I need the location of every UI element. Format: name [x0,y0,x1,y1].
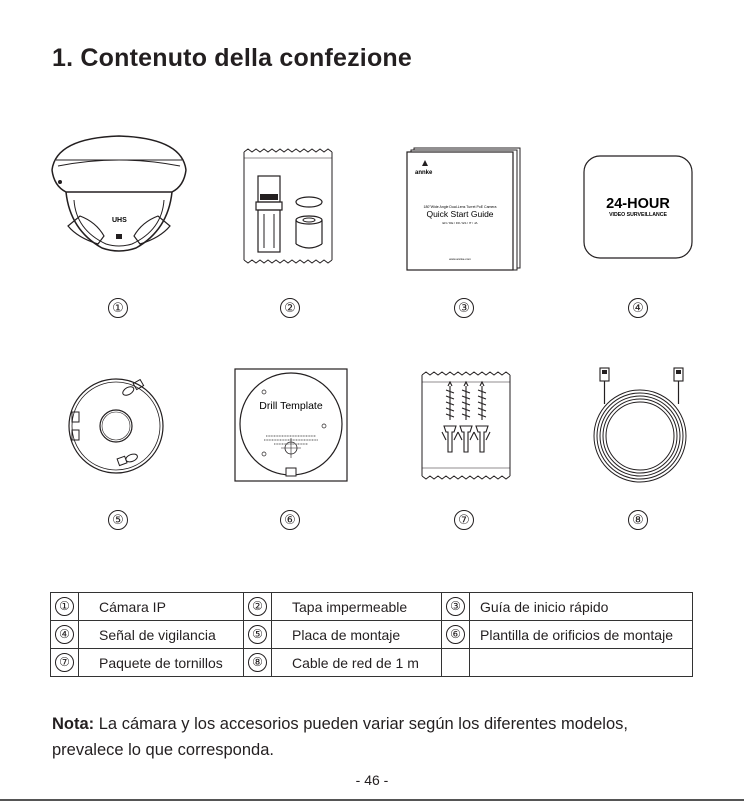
item-number: ⑦ [55,653,74,672]
package-contents-table [50,592,693,677]
guide-subtitle: 180°Wide Angle Dual-Lens Turret PoE Camera [423,205,497,209]
item-label: Tapa impermeable [272,593,442,621]
item-label: Cámara IP [79,593,244,621]
item-label: Cable de red de 1 m [272,649,442,677]
item-label: Guía de inicio rápido [470,593,693,621]
screw-package-illustration [420,370,514,482]
footer-divider [0,799,744,801]
waterproof-cap-illustration [242,148,336,264]
note-paragraph [52,711,692,763]
item-number: ④ [55,625,74,644]
camera-logo: UHS [112,217,127,224]
guide-title: Quick Start Guide [426,209,494,219]
table-row [51,621,693,649]
network-cable-illustration [584,364,696,484]
item-number: ② [248,597,267,616]
figure-number-7: ⑦ [454,510,474,530]
figure-number-1: ① [108,298,128,318]
mounting-plate-illustration [66,376,170,476]
drill-template-label: Drill Template [259,400,323,412]
page-title: 1. Contenuto della confezione [52,44,412,72]
guide-languages: EN / DE / FR / ES / IT / JA [442,221,478,225]
note-label: Nota: [52,715,95,733]
item-label: Plantilla de orificios de montaje [470,621,693,649]
figure-number-5: ⑤ [108,510,128,530]
guide-brand: annke [415,170,433,176]
item-label: Paquete de tornillos [79,649,244,677]
figure-number-4: ④ [628,298,648,318]
table-row [51,649,693,677]
drill-template-illustration [234,368,348,482]
figure-number-3: ③ [454,298,474,318]
item-number: ⑥ [446,625,465,644]
item-number: ⑤ [248,625,267,644]
note-text: La cámara y los accesorios pueden variar según los diferentes modelos, prevalece lo que corresponda. [52,715,628,759]
surveillance-sign-illustration [582,154,694,260]
sign-text-sub: VIDEO SURVEILLANCE [609,212,667,218]
figure-number-8: ⑧ [628,510,648,530]
item-label: Señal de vigilancia [79,621,244,649]
quick-start-guide-illustration [404,144,526,272]
table-row [51,593,693,621]
sign-text-main: 24-HOUR [606,196,670,212]
ip-camera-illustration [46,130,192,262]
empty-cell [470,649,693,677]
empty-cell [442,649,470,677]
figure-number-2: ② [280,298,300,318]
item-number: ① [55,597,74,616]
guide-url: www.annke.com [449,257,471,261]
page-number: - 46 - [355,772,389,788]
figure-number-6: ⑥ [280,510,300,530]
item-number: ③ [446,597,465,616]
item-label: Placa de montaje [272,621,442,649]
item-number: ⑧ [248,653,267,672]
